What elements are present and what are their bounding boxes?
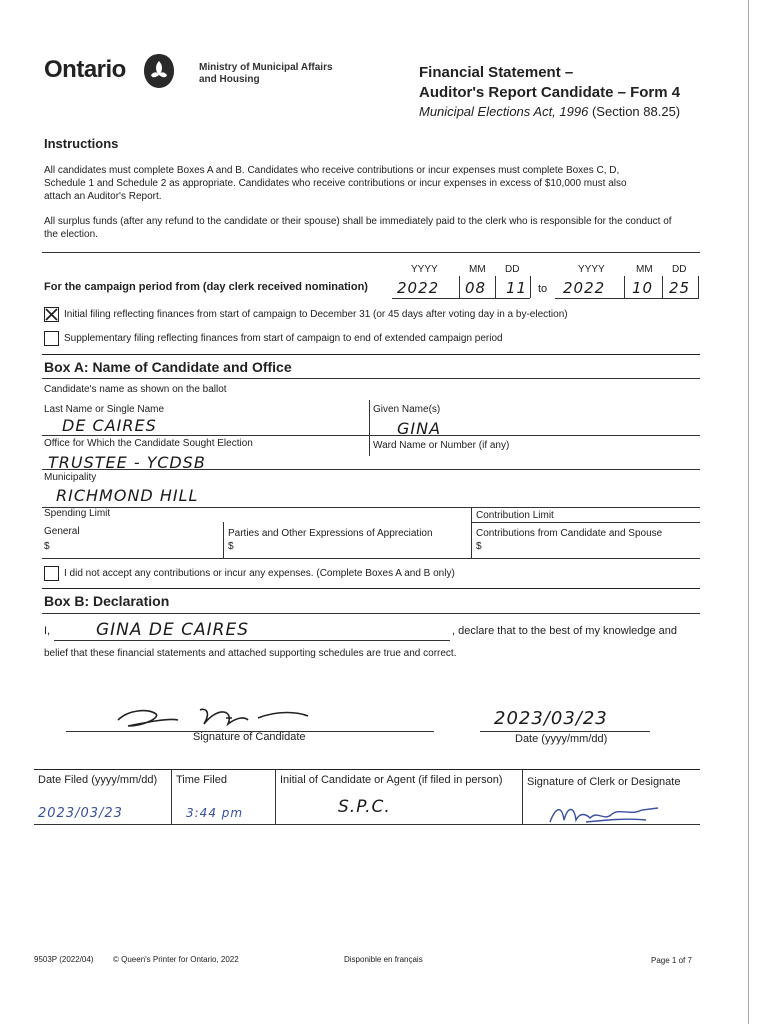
office-value[interactable]: TRUSTEE - YCDSB: [48, 453, 206, 472]
page-number: Page 1 of 7: [651, 956, 692, 965]
contribution-limit-label: Contribution Limit: [476, 510, 554, 521]
yyyy-label-from: YYYY: [411, 264, 438, 275]
clerk-signature[interactable]: [546, 800, 666, 833]
instructions-heading: Instructions: [44, 136, 119, 151]
from-day[interactable]: 11: [506, 279, 528, 297]
dd-label-from: DD: [505, 264, 520, 275]
form-title-1: Financial Statement –: [419, 64, 574, 81]
initial-agent-label: Initial of Candidate or Agent (if filed in person): [280, 774, 503, 786]
instructions-para-1: All candidates must complete Boxes A and B. Candidates who receive contributions or incur expenses must complete Boxes C, D, Schedule 1 and Schedule 2 as appropriate. Candidates who receive contributions or incur expenses in excess of $10,000 must also attach an Auditor's Report.: [44, 165, 627, 202]
date-filed-label: Date Filed (yyyy/mm/dd): [38, 774, 158, 786]
page-edge-line: [748, 0, 749, 1024]
logo-text: Ontario: [44, 56, 126, 83]
to-year[interactable]: 2022: [563, 279, 606, 297]
general-dollar: $: [44, 541, 50, 552]
ballot-name-label: Candidate's name as shown on the ballot: [44, 384, 227, 395]
mm-label-to: MM: [636, 264, 653, 275]
campaign-period-label: For the campaign period from (day clerk received nomination): [44, 281, 368, 293]
ontario-logo: [44, 56, 126, 84]
form-code: 9503P (2022/04): [34, 955, 94, 964]
date-filed-value[interactable]: 2023/03/23: [38, 806, 123, 821]
from-year[interactable]: 2022: [397, 279, 440, 297]
supplementary-filing-label: Supplementary filing reflecting finances from start of campaign to end of extended campaign period: [64, 333, 503, 344]
last-name-value[interactable]: DE CAIRES: [62, 416, 157, 435]
box-a-heading: Box A: Name of Candidate and Office: [44, 359, 292, 375]
initial-agent-value[interactable]: S.P.C.: [338, 797, 391, 817]
given-name-label: Given Name(s): [373, 404, 441, 415]
clerk-signature-label: Signature of Clerk or Designate: [527, 776, 681, 788]
ward-label: Ward Name or Number (if any): [373, 440, 510, 451]
to-day[interactable]: 25: [669, 279, 691, 297]
office-label: Office for Which the Candidate Sought Election: [44, 438, 253, 449]
mm-label-from: MM: [469, 264, 486, 275]
belief-text: belief that these financial statements and attached supporting schedules are true and correct.: [44, 648, 457, 659]
last-name-label: Last Name or Single Name: [44, 404, 165, 415]
date-format-label: Date (yyyy/mm/dd): [515, 733, 608, 745]
act-section: (Section 88.25): [591, 104, 681, 119]
declarant-name[interactable]: GINA DE CAIRES: [96, 620, 250, 640]
declaration-date[interactable]: 2023/03/23: [494, 708, 608, 729]
contribution-sub-label: Contributions from Candidate and Spouse: [476, 528, 663, 539]
to-month[interactable]: 10: [632, 279, 654, 297]
declaration-i: I,: [44, 625, 51, 637]
spending-limit-label: Spending Limit: [44, 508, 111, 519]
box-b-heading: Box B: Declaration: [44, 593, 170, 609]
printer-credit: © Queen's Printer for Ontario, 2022: [113, 955, 239, 964]
to-label: to: [538, 283, 548, 295]
contribution-dollar: $: [476, 541, 482, 552]
act-name: Municipal Elections Act, 1996: [419, 104, 589, 119]
given-name-value[interactable]: GINA: [397, 419, 442, 438]
no-contributions-checkbox[interactable]: [44, 566, 59, 581]
checkmark-icon: [45, 308, 58, 321]
parties-label: Parties and Other Expressions of Appreciation: [228, 528, 433, 539]
signature-label: Signature of Candidate: [193, 731, 306, 743]
time-filed-label: Time Filed: [176, 774, 227, 786]
no-contributions-label: I did not accept any contributions or incur any expenses. (Complete Boxes A and B only): [64, 568, 455, 579]
form-title-2: Auditor's Report Candidate – Form 4: [419, 84, 681, 101]
general-label: General: [44, 526, 80, 537]
municipality-value[interactable]: RICHMOND HILL: [56, 486, 199, 505]
dd-label-to: DD: [672, 264, 687, 275]
ministry-name: Ministry of Municipal Affairs and Housing: [199, 62, 333, 85]
parties-dollar: $: [228, 541, 234, 552]
supplementary-filing-checkbox[interactable]: [44, 331, 59, 346]
act-reference: [419, 104, 680, 119]
municipality-label: Municipality: [44, 472, 97, 483]
from-month[interactable]: 08: [465, 279, 487, 297]
yyyy-label-to: YYYY: [578, 264, 605, 275]
declare-text: , declare that to the best of my knowledge and: [452, 625, 678, 637]
initial-filing-checkbox[interactable]: [44, 307, 59, 322]
time-filed-value[interactable]: 3:44 pm: [186, 806, 244, 820]
instructions-para-2: All surplus funds (after any refund to the candidate or their spouse) shall be immediately paid to the clerk who is responsible for the conduct of the election.: [44, 216, 672, 240]
initial-filing-label: Initial filing reflecting finances from start of campaign to December 31 (or 45 days after voting day in a by-election): [64, 309, 568, 320]
trillium-logo-icon: [142, 53, 176, 94]
french-availability: Disponible en français: [344, 955, 423, 964]
